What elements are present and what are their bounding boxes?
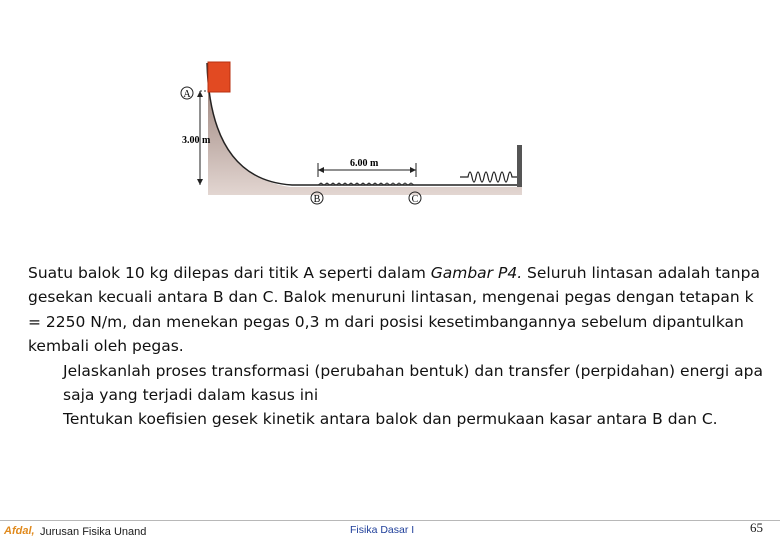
footer-divider (0, 520, 780, 521)
problem-intro (28, 261, 768, 359)
footer-department: Jurusan Fisika Unand (40, 526, 147, 538)
footer-course: Fisika Dasar I (350, 524, 415, 536)
problem-text (28, 261, 768, 432)
physics-figure (170, 55, 530, 210)
distance-label: 6.00 m (350, 158, 379, 169)
figure-reference: Gambar P4. (430, 264, 523, 282)
label-b: B (313, 194, 321, 205)
label-c: C (411, 194, 419, 205)
block (208, 62, 230, 92)
height-label: 3.00 m (182, 135, 211, 146)
question-1: Jelaskanlah proses transformasi (perubahan bentuk) dan transfer (perpidahan) energi apa saja yang terjadi dalam kasus ini (63, 361, 763, 405)
spring-wall (517, 145, 522, 187)
label-a: A (183, 89, 191, 100)
intro-text: Suatu balok 10 kg dilepas dari titik A seperti dalam (28, 264, 431, 282)
spring (460, 172, 517, 182)
question-2: Tentukan koefisien gesek kinetik antara balok dan permukaan kasar antara B dan C. (63, 410, 718, 429)
intro-text-continued: Seluruh lintasan adalah tanpa gesekan kecuali antara B dan C. Balok menuruni lintasan, mengenai pegas dengan tetapan k = 2250 N/m, dan menekan pegas 0,3 m dari posisi kesetimbangannya sebelum dipantulkan kembali oleh pegas. (28, 264, 760, 356)
page-number: 65 (750, 520, 763, 535)
footer-author: Afdal, (4, 525, 35, 537)
